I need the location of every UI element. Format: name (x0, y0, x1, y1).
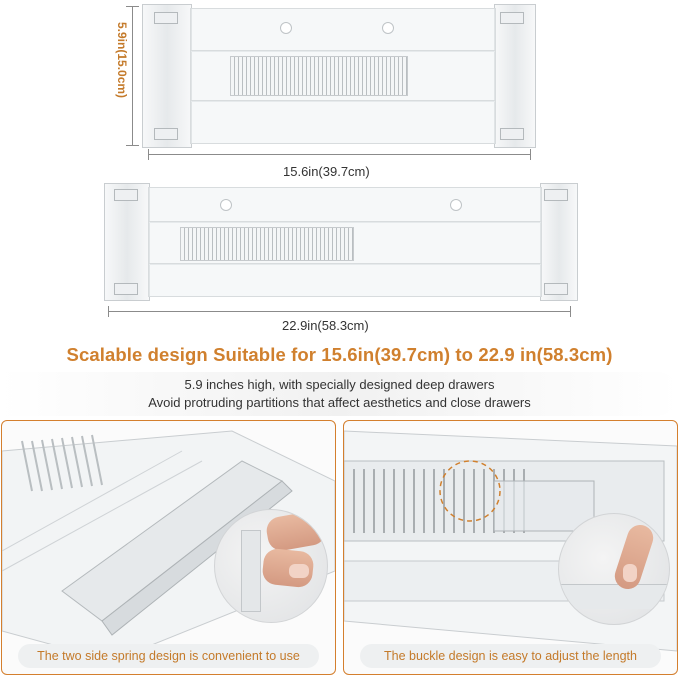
subtext-line-1: 5.9 inches high, with specially designed deep drawers (184, 377, 495, 392)
headline: Scalable design Suitable for 15.6in(39.7cm) to 22.9 in(58.3cm) (66, 344, 613, 365)
height-dimension-line (132, 6, 133, 146)
right-caption: The buckle design is easy to adjust the length (360, 644, 661, 668)
subtext-line-2: Avoid protruding partitions that affect aesthetics and close drawers (148, 395, 531, 410)
spring-design-panel (1, 420, 336, 675)
buckle-design-panel (343, 420, 678, 675)
max-length-dimension-line (108, 311, 570, 312)
max-length-label: 22.9in(58.3cm) (282, 318, 369, 333)
extended-divider-image (104, 183, 576, 299)
left-caption: The two side spring design is convenient to use (18, 644, 319, 668)
height-label: 5.9in(15.0cm) (115, 22, 129, 99)
hand-pressing-spring-inset (214, 509, 328, 623)
min-length-label: 15.6in(39.7cm) (283, 164, 370, 179)
hand-adjusting-buckle-inset (558, 513, 670, 625)
compact-divider-image (142, 4, 534, 146)
min-length-dimension-line (148, 154, 530, 155)
